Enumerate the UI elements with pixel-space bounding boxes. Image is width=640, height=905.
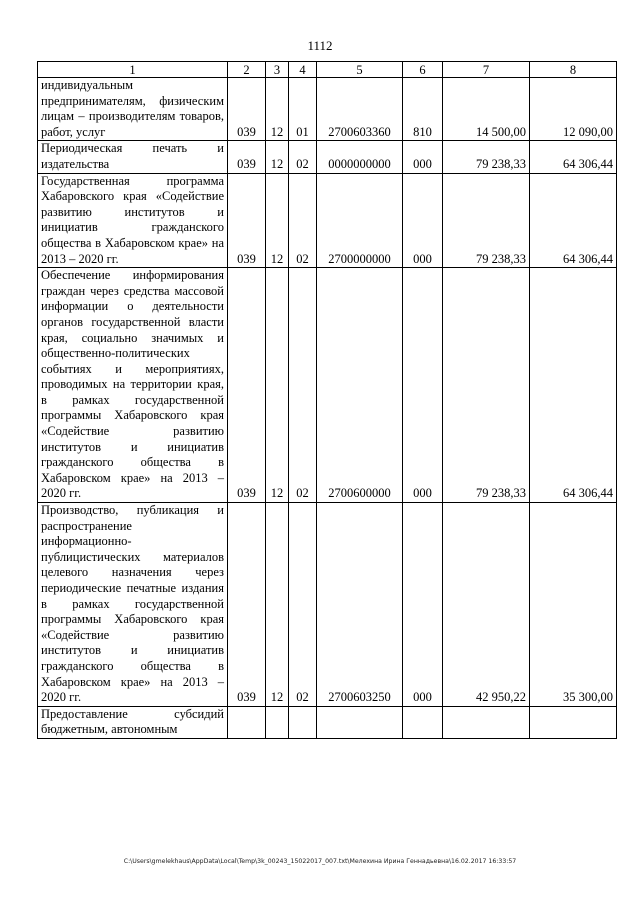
- column-header: 7: [443, 62, 530, 78]
- cell-expense-type: 810: [403, 78, 443, 141]
- cell-amount-plan: 79 238,33: [443, 173, 530, 268]
- row-name: Периодическая печать и издательства: [38, 141, 228, 173]
- column-header: 4: [289, 62, 317, 78]
- cell-amount-actual: 12 090,00: [530, 78, 617, 141]
- column-header: 8: [530, 62, 617, 78]
- cell-section: 12: [266, 78, 289, 141]
- cell-amount-plan: [443, 706, 530, 738]
- table-row: [38, 141, 617, 173]
- cell-amount-plan: 79 238,33: [443, 268, 530, 503]
- cell-target-code: 2700603250: [317, 503, 403, 707]
- page-number: 1112: [307, 38, 333, 53]
- cell-subsection: 02: [289, 503, 317, 707]
- cell-expense-type: 000: [403, 173, 443, 268]
- column-header: 1: [38, 62, 228, 78]
- row-name: Предоставление субсидий бюджетным, автономным: [38, 706, 228, 738]
- row-name: Обеспечение информирования граждан через средства массовой информации о деятельности органов государственной власти края, социально значимых и общественно-политических событиях и мероприятиях, проводимых на территории края, в рамках государственной программы Хабаровского края «Содействие развитию институтов и инициатив гражданского общества в Хабаровском крае» на 2013 – 2020 гг.: [38, 268, 228, 503]
- table-row: [38, 706, 617, 738]
- document-footer-path: C:\Users\gmelekhaus\AppData\Local\Temp\3k_00243_15022017_007.txt\Мелехина Ирина Геннадьевна\16.02.2017 16:33:57: [123, 858, 517, 865]
- cell-subsection: [289, 706, 317, 738]
- cell-subsection: 02: [289, 268, 317, 503]
- cell-amount-actual: [530, 706, 617, 738]
- cell-admin-code: [228, 706, 266, 738]
- cell-subsection: 01: [289, 78, 317, 141]
- cell-expense-type: 000: [403, 141, 443, 173]
- column-header: 6: [403, 62, 443, 78]
- cell-amount-actual: 64 306,44: [530, 173, 617, 268]
- cell-subsection: 02: [289, 141, 317, 173]
- cell-target-code: 2700600000: [317, 268, 403, 503]
- cell-target-code: 2700000000: [317, 173, 403, 268]
- cell-admin-code: 039: [228, 173, 266, 268]
- cell-section: 12: [266, 503, 289, 707]
- cell-amount-plan: 42 950,22: [443, 503, 530, 707]
- cell-section: 12: [266, 141, 289, 173]
- cell-section: [266, 706, 289, 738]
- cell-target-code: 0000000000: [317, 141, 403, 173]
- cell-amount-actual: 64 306,44: [530, 141, 617, 173]
- cell-section: 12: [266, 173, 289, 268]
- cell-expense-type: 000: [403, 268, 443, 503]
- cell-amount-plan: 14 500,00: [443, 78, 530, 141]
- table-row: [38, 173, 617, 268]
- cell-target-code: 2700603360: [317, 78, 403, 141]
- cell-subsection: 02: [289, 173, 317, 268]
- cell-admin-code: 039: [228, 268, 266, 503]
- table-row: [38, 503, 617, 707]
- cell-admin-code: 039: [228, 503, 266, 707]
- table-header-row: [38, 62, 617, 78]
- budget-table: [37, 61, 617, 739]
- cell-amount-plan: 79 238,33: [443, 141, 530, 173]
- cell-admin-code: 039: [228, 141, 266, 173]
- column-header: 2: [228, 62, 266, 78]
- cell-expense-type: 000: [403, 503, 443, 707]
- row-name: Государственная программа Хабаровского края «Содействие развитию институтов и инициатив гражданского общества в Хабаровском крае» на 2013 – 2020 гг.: [38, 173, 228, 268]
- cell-section: 12: [266, 268, 289, 503]
- cell-amount-actual: 64 306,44: [530, 268, 617, 503]
- row-name: Производство, публикация и распространение информационно-публицистических материалов целевого назначения через периодические печатные издания в рамках государственной программы Хабаровского края «Содействие развитию институтов и инициатив гражданского общества в Хабаровском крае» на 2013 – 2020 гг.: [38, 503, 228, 707]
- cell-admin-code: 039: [228, 78, 266, 141]
- cell-expense-type: [403, 706, 443, 738]
- column-header: 5: [317, 62, 403, 78]
- table-row: [38, 78, 617, 141]
- row-name: индивидуальным предпринимателям, физическим лицам – производителям товаров, работ, услуг: [38, 78, 228, 141]
- column-header: 3: [266, 62, 289, 78]
- table-row: [38, 268, 617, 503]
- cell-amount-actual: 35 300,00: [530, 503, 617, 707]
- cell-target-code: [317, 706, 403, 738]
